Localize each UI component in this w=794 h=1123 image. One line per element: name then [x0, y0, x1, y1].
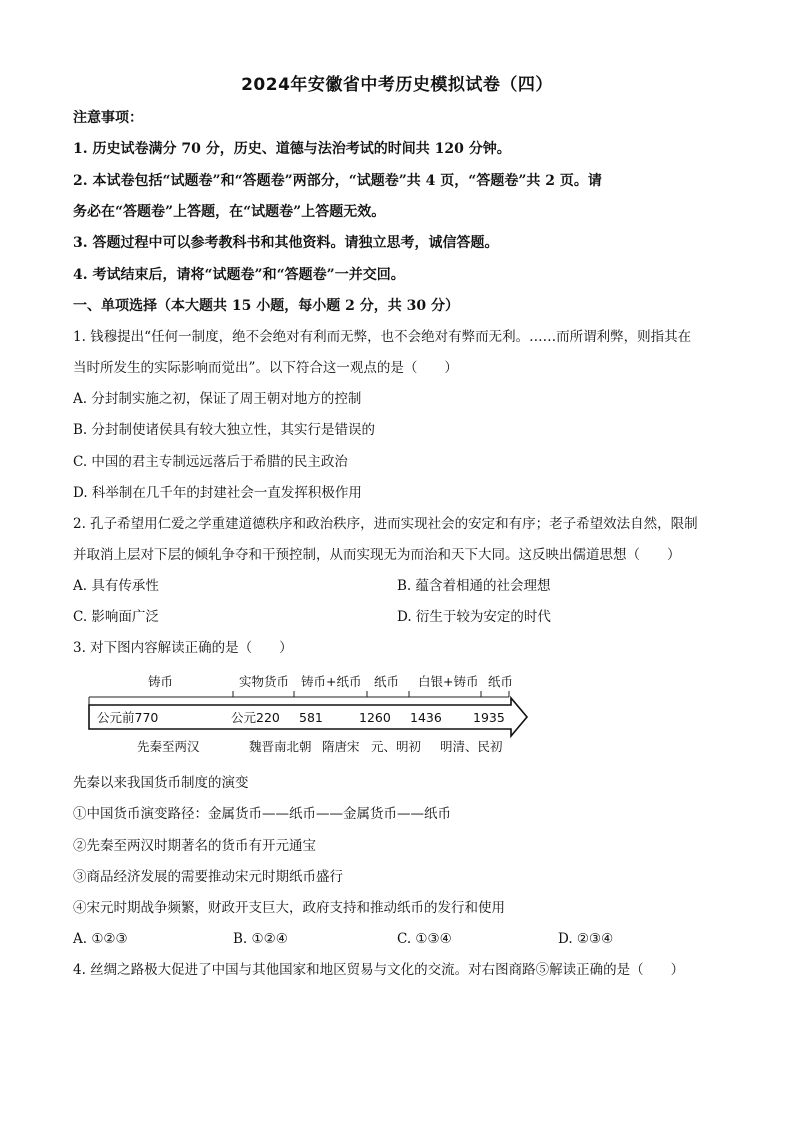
- q2-stem-line1: 2. 孔子希望用仁爱之学重建道德秩序和政治秩序，进而实现社会的安定和有序；老子希望效法自然，限制: [73, 516, 698, 532]
- timeline-period-label: 先秦至两汉: [137, 739, 200, 754]
- timeline-year: 1260: [359, 710, 391, 725]
- q4-stem: 4. 丝绸之路极大促进了中国与其他国家和地区贸易与文化的交流。对右图商路⑤解读正确的是（ ）: [73, 962, 685, 978]
- exam-title: 2024年安徽省中考历史模拟试卷（四）: [241, 75, 553, 95]
- timeline-period-label: 元、明初: [371, 739, 422, 754]
- q1-stem-line1: 1. 钱穆提出“任何一制度，绝不会绝对有利而无弊，也不会绝对有弊而无利。……而所谓利弊，则指其在: [73, 329, 692, 345]
- currency-timeline-figure: [85, 672, 535, 758]
- q2-option-b: B. 蕴含着相通的社会理想: [397, 578, 551, 594]
- timeline-top-label: 纸币: [374, 674, 400, 689]
- note-4: 4. 考试结束后，请将“试题卷”和“答题卷”一并交回。: [73, 267, 405, 283]
- note-3: 3. 答题过程中可以参考教科书和其他资料。请独立思考，诚信答题。: [73, 235, 499, 251]
- q3-option-c: C. ①③④: [397, 931, 452, 947]
- note-2-cont: 务必在“答题卷”上答题，在“试题卷”上答题无效。: [73, 204, 386, 220]
- q2-option-a: A. 具有传承性: [73, 578, 159, 594]
- timeline-top-label: 铸币+纸币: [301, 674, 362, 689]
- timeline-year: 581: [299, 710, 323, 725]
- q3-option-b: B. ①②④: [233, 931, 288, 947]
- q3-figure-caption: 先秦以来我国货币制度的演变: [73, 775, 249, 791]
- q3-option-d: D. ②③④: [558, 931, 614, 947]
- q3-statement-1: ①中国货币演变路径：金属货币——纸币——金属货币——纸币: [73, 806, 451, 822]
- q1-option-b: B. 分封制使诸侯具有较大独立性，其实行是错误的: [73, 422, 376, 438]
- q3-statement-2: ②先秦至两汉时期著名的货币有开元通宝: [73, 838, 316, 854]
- section-heading: 一、单项选择（本大题共 15 小题，每小题 2 分，共 30 分）: [73, 298, 459, 314]
- notes-heading: 注意事项：: [73, 110, 143, 126]
- q3-option-a: A. ①②③: [73, 931, 128, 947]
- timeline-period-label: 明清、民初: [440, 739, 503, 754]
- q2-stem-line2: 并取消上层对下层的倾轧争夺和干预控制，从而实现无为而治和天下大同。这反映出儒道思想（ ）: [73, 547, 681, 563]
- q1-option-c: C. 中国的君主专制远远落后于希腊的民主政治: [73, 454, 348, 470]
- timeline-top-label: 纸币: [488, 674, 514, 689]
- timeline-year: 公元220: [231, 710, 280, 725]
- timeline-year: 1436: [410, 710, 442, 725]
- timeline-top-label: 实物货币: [239, 674, 290, 689]
- timeline-period-label: 隋唐宋: [322, 739, 360, 754]
- note-1: 1. 历史试卷满分 70 分，历史、道德与法治考试的时间共 120 分钟。: [73, 141, 511, 157]
- q3-stem: 3. 对下图内容解读正确的是（ ）: [73, 640, 293, 656]
- q2-option-d: D. 衍生于较为安定的时代: [397, 609, 551, 625]
- q1-option-a: A. 分封制实施之初，保证了周王朝对地方的控制: [73, 391, 362, 407]
- q1-option-d: D. 科举制在几千年的封建社会一直发挥积极作用: [73, 485, 362, 501]
- q1-stem-line2: 当时所发生的实际影响而觉出”。以下符合这一观点的是（ ）: [73, 360, 458, 376]
- note-2: 2. 本试卷包括“试题卷”和“答题卷”两部分，“试题卷”共 4 页，“答题卷”共 2 页。请: [73, 173, 602, 189]
- timeline-top-label: 铸币: [148, 674, 174, 689]
- q3-statement-4: ④宋元时期战争频繁，财政开支巨大，政府支持和推动纸币的发行和使用: [73, 900, 505, 916]
- q3-statement-3: ③商品经济发展的需要推动宋元时期纸币盛行: [73, 869, 343, 885]
- timeline-year: 公元前770: [97, 710, 159, 725]
- currency-timeline-svg: [85, 672, 535, 758]
- q2-option-c: C. 影响面广泛: [73, 609, 159, 625]
- timeline-period-label: 魏晋南北朝: [249, 739, 312, 754]
- timeline-year: 1935: [473, 710, 505, 725]
- timeline-top-label: 白银+铸币: [418, 674, 479, 689]
